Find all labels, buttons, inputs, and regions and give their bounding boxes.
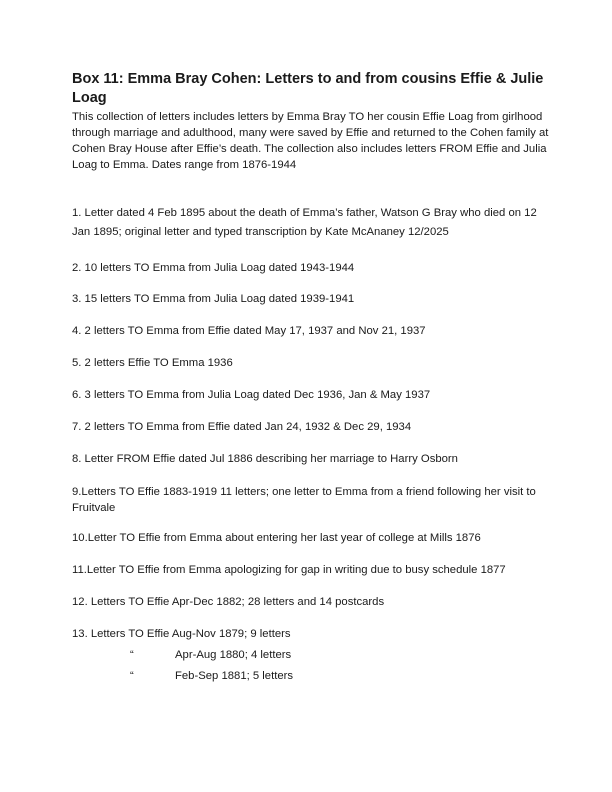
sub-item-text: Apr-Aug 1880; 4 letters (175, 649, 292, 661)
list-item: 7. 2 letters TO Emma from Effie dated Jan 24, 1932 & Dec 29, 1934 (72, 421, 412, 433)
list-item: 9.Letters TO Effie 1883-1919 11 letters; one letter to Emma from a friend following her visit to Fruitvale (72, 486, 536, 514)
list-item: 1. Letter dated 4 Feb 1895 about the death of Emma’s father, Watson G Bray who died on 12 Jan 1895; original letter and typed transcription by Kate McAnaney 12/2025 (72, 207, 537, 238)
list-item: 8. Letter FROM Effie dated Jul 1886 describing her marriage to Harry Osborn (72, 453, 458, 465)
ditto-mark: “ (130, 670, 134, 682)
list-item: 13. Letters TO Effie Aug-Nov 1879; 9 letters (72, 628, 291, 640)
intro-paragraph: This collection of letters includes letters by Emma Bray TO her cousin Effie Loag from girlhood through marriage and adulthood, many were saved by Effie and returned to the Cohen family at Cohen Bray House after Effie’s death. The collection also includes letters FROM Effie and Julia Loag to Emma. Dates range from 1876-1944 (72, 111, 549, 171)
list-item: 3. 15 letters TO Emma from Julia Loag dated 1939-1941 (72, 293, 355, 305)
list-item: 10.Letter TO Effie from Emma about entering her last year of college at Mills 1876 (72, 532, 481, 544)
list-item: 11.Letter TO Effie from Emma apologizing for gap in writing due to busy schedule 1877 (72, 564, 506, 576)
ditto-mark: “ (130, 649, 134, 661)
list-item: 6. 3 letters TO Emma from Julia Loag dated Dec 1936, Jan & May 1937 (72, 389, 431, 401)
list-item: 2. 10 letters TO Emma from Julia Loag dated 1943-1944 (72, 262, 355, 274)
list-item: 5. 2 letters Effie TO Emma 1936 (72, 357, 233, 369)
list-item: 12. Letters TO Effie Apr-Dec 1882; 28 letters and 14 postcards (72, 596, 385, 608)
sub-item-text: Feb-Sep 1881; 5 letters (175, 670, 294, 682)
list-item: 4. 2 letters TO Emma from Effie dated May 17, 1937 and Nov 21, 1937 (72, 325, 426, 337)
sub-list-item (130, 647, 291, 663)
sub-list-item (130, 668, 293, 684)
document-title: Box 11: Emma Bray Cohen: Letters to and from cousins Effie & Julie Loag (72, 71, 544, 106)
